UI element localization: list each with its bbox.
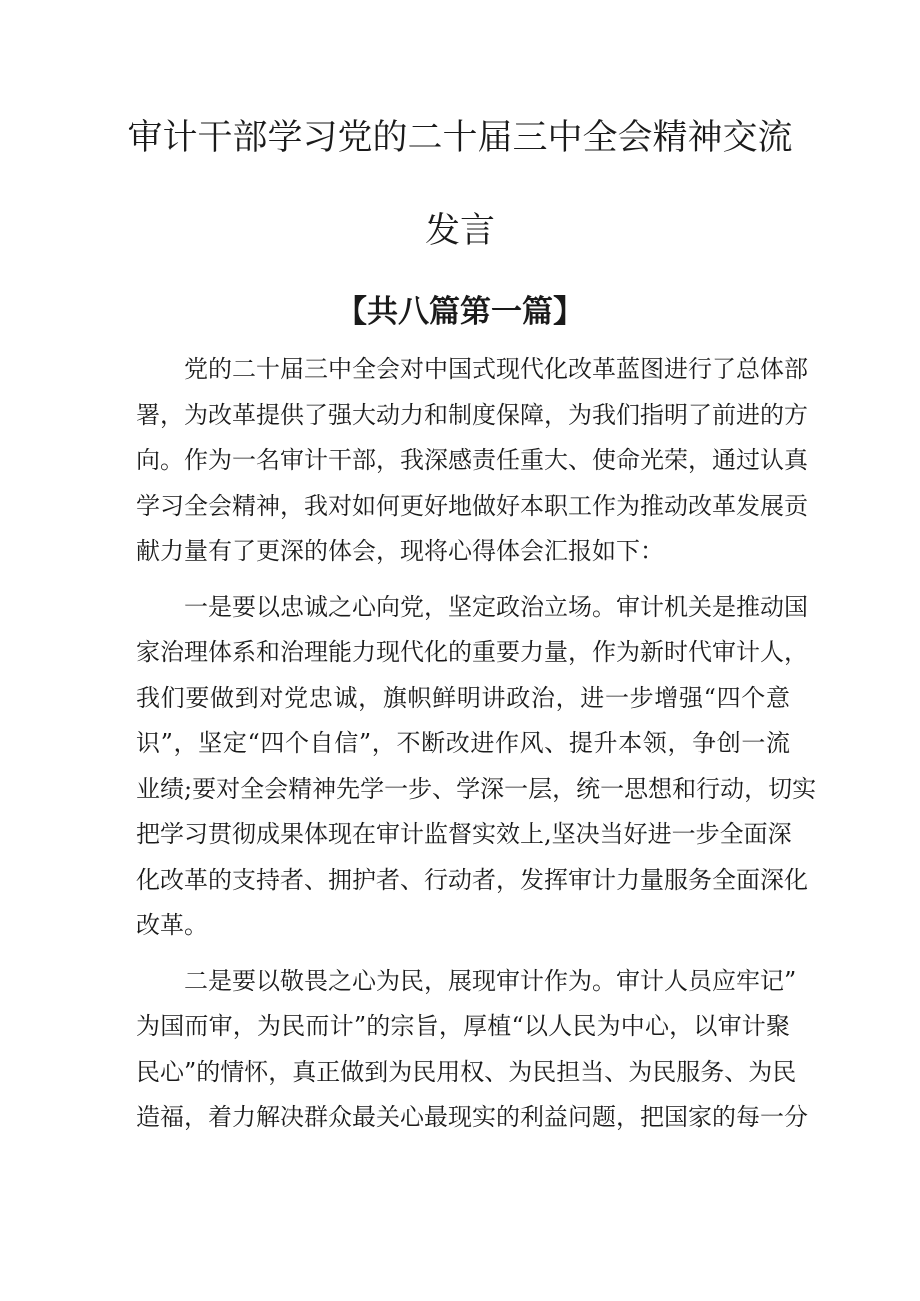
document-title-line-1: 审计干部学习党的二十届三中全会精神交流 bbox=[127, 118, 793, 158]
paragraph-line: 向。作为一名审计干部，我深感责任重大、使命光荣，通过认真 bbox=[136, 446, 808, 474]
paragraph-3 bbox=[136, 959, 808, 1141]
paragraph-line: 我们要做到对党忠诚，旗帜鲜明讲政治，进一步增强“四个意 bbox=[136, 683, 790, 712]
paragraph-line: 改革。 bbox=[136, 911, 208, 939]
paragraph-1 bbox=[136, 347, 808, 575]
paragraph-line: 家治理体系和治理能力现代化的重要力量，作为新时代审计人， bbox=[136, 638, 808, 666]
paragraph-line: 一是要以忠诚之心向党，坚定政治立场。审计机关是推动国 bbox=[184, 592, 808, 621]
paragraph-line: 造福，着力解决群众最关心最现实的利益问题，把国家的每一分 bbox=[136, 1103, 808, 1131]
paragraph-line: 党的二十届三中全会对中国式现代化改革蓝图进行了总体部 bbox=[184, 355, 808, 383]
paragraph-line: 学习全会精神，我对如何更好地做好本职工作为推动改革发展贡 bbox=[136, 491, 808, 520]
document-body bbox=[136, 347, 817, 1151]
paragraph-line: 业绩;要对全会精神先学一步、学深一层，统一思想和行动，切实 bbox=[136, 774, 817, 803]
paragraph-2 bbox=[136, 585, 817, 949]
paragraph-line: 识”，坚定“四个自信”，不断改进作风、提升本领，争创一流 bbox=[136, 729, 790, 757]
paragraph-line: 二是要以敬畏之心为民，展现审计作为。审计人员应牢记” bbox=[184, 966, 797, 995]
paragraph-line: 署，为改革提供了强大动力和制度保障，为我们指明了前进的方 bbox=[136, 400, 808, 429]
paragraph-line: 民心”的情怀，真正做到为民用权、为民担当、为民服务、为民 bbox=[136, 1057, 797, 1086]
paragraph-line: 献力量有了更深的体会，现将心得体会汇报如下： bbox=[136, 537, 664, 565]
document-title-line-2: 发言 bbox=[424, 211, 495, 251]
document-subtitle: 【共八篇第一篇】 bbox=[336, 294, 584, 330]
paragraph-line: 为国而审，为民而计”的宗旨，厚植“以人民为中心，以审计聚 bbox=[136, 1012, 790, 1040]
paragraph-line: 化改革的支持者、拥护者、行动者，发挥审计力量服务全面深化 bbox=[136, 865, 808, 894]
paragraph-line: 把学习贯彻成果体现在审计监督实效上,坚决当好进一步全面深 bbox=[136, 820, 792, 848]
